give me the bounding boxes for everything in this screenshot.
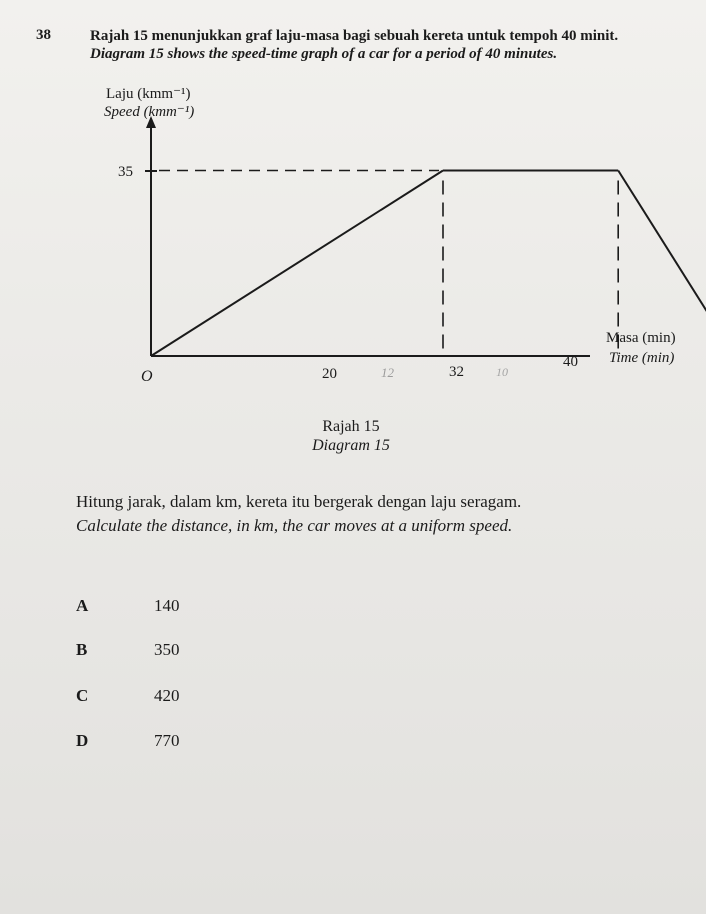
graph-segment-accelerate <box>151 171 443 357</box>
option-value: 350 <box>154 640 180 659</box>
option-letter: C <box>76 686 89 705</box>
speed-time-graph <box>0 0 706 400</box>
option-a[interactable] <box>76 596 180 616</box>
graph-segment-decelerate <box>618 171 706 357</box>
y-tick-label-35: 35 <box>118 164 133 180</box>
option-letter: A <box>76 596 89 615</box>
question-prompt <box>76 490 521 538</box>
option-value: 770 <box>154 731 180 750</box>
question-number: 38 <box>36 27 51 43</box>
ylabel-en: Speed (kmm⁻¹) <box>104 104 195 120</box>
x-tick-label-32: 32 <box>449 364 464 380</box>
x-tick-label-20: 20 <box>322 366 337 382</box>
question-text-ms: Rajah 15 menunjukkan graf laju-masa bagi sebuah kereta untuk tempoh 40 minit. <box>90 28 619 44</box>
option-d[interactable] <box>76 731 180 751</box>
xlabel-en: Time (min) <box>609 350 675 366</box>
option-value: 140 <box>154 596 180 615</box>
ylabel-ms: Laju (kmm⁻¹) <box>106 86 191 102</box>
option-b[interactable] <box>76 640 180 660</box>
question-text-en: Diagram 15 shows the speed-time graph of a car for a period of 40 minutes. <box>90 46 558 62</box>
handwritten-mark-10: 10 <box>496 365 508 379</box>
handwritten-mark-12: 12 <box>381 365 394 380</box>
xlabel-ms: Masa (min) <box>606 330 676 346</box>
prompt-ms: Hitung jarak, dalam km, kereta itu bergerak dengan laju seragam. <box>76 492 522 511</box>
prompt-en: Calculate the distance, in km, the car moves at a uniform speed. <box>76 516 513 535</box>
option-letter: B <box>76 640 88 659</box>
origin-label: O <box>141 368 153 385</box>
option-letter: D <box>76 731 89 750</box>
diagram-caption-en: Diagram 15 <box>312 437 390 454</box>
option-value: 420 <box>154 686 180 705</box>
diagram-caption-ms: Rajah 15 <box>322 418 380 435</box>
x-tick-label-40: 40 <box>563 354 578 370</box>
option-c[interactable] <box>76 686 180 706</box>
